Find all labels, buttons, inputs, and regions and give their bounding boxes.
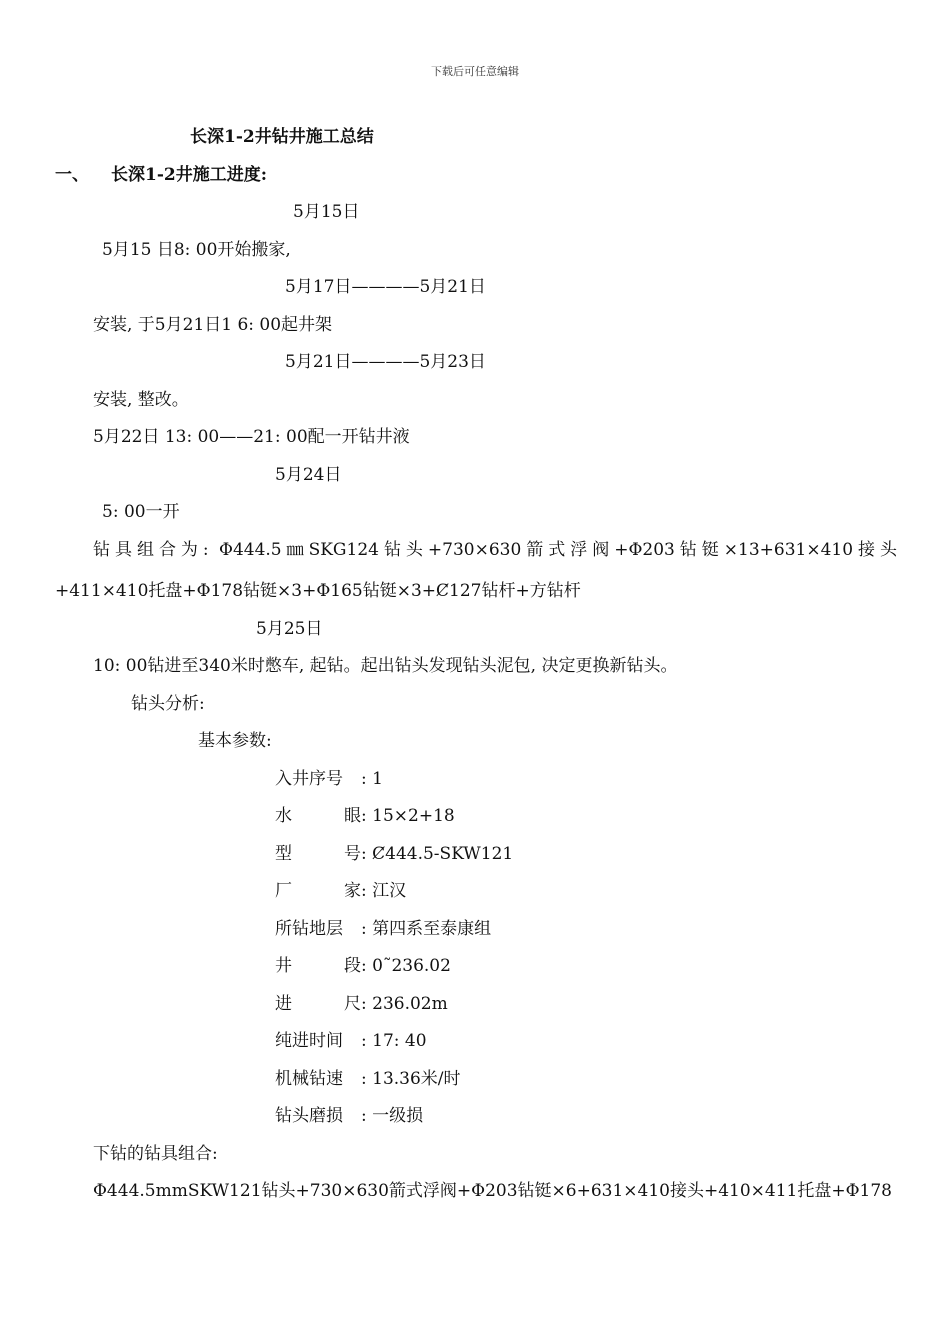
param-row bbox=[275, 1105, 423, 1127]
param-value: : 一级损 bbox=[361, 1106, 424, 1126]
run-in-bha-line: Φ444.5mmSKW121钻头+730×630箭式浮阀+Φ203钻铤×6+631×410接头+410×411托盘+Φ178 bbox=[93, 1181, 892, 1201]
param-key: 进尺 bbox=[275, 994, 361, 1014]
param-value: : 15×2+18 bbox=[361, 806, 455, 826]
date-heading: 5月25日 bbox=[256, 619, 323, 639]
basic-params-heading: 基本参数: bbox=[198, 731, 272, 751]
param-key: 机械钻速 bbox=[275, 1069, 343, 1089]
progress-line: 5月15 日8: 00开始搬家, bbox=[102, 240, 291, 260]
bit-analysis-heading: 钻头分析: bbox=[131, 694, 205, 714]
date-heading: 5月15日 bbox=[293, 202, 360, 222]
param-key: 水眼 bbox=[275, 806, 361, 826]
run-in-heading: 下钻的钻具组合: bbox=[93, 1144, 218, 1164]
param-row bbox=[275, 768, 383, 790]
param-value: : 1 bbox=[361, 769, 383, 789]
param-key: 所钻地层 bbox=[275, 919, 343, 939]
param-row bbox=[275, 880, 406, 902]
progress-line: 5月22日 13: 00——21: 00配一开钻井液 bbox=[93, 427, 410, 447]
section-number: 一、 bbox=[55, 165, 89, 185]
document-title: 长深1-2井钻井施工总结 bbox=[190, 127, 374, 147]
section-title: 长深1-2井施工进度: bbox=[111, 165, 267, 185]
section-heading bbox=[55, 164, 267, 186]
param-row bbox=[275, 843, 513, 865]
param-row bbox=[275, 1068, 461, 1090]
param-key: 厂家 bbox=[275, 881, 361, 901]
param-row bbox=[275, 955, 451, 977]
param-key: 型号 bbox=[275, 844, 361, 864]
param-key: 钻头磨损 bbox=[275, 1106, 343, 1126]
param-value: : 0˜236.02 bbox=[361, 956, 451, 976]
param-key: 入井序号 bbox=[275, 769, 343, 789]
param-row bbox=[275, 805, 455, 827]
param-key: 井段 bbox=[275, 956, 361, 976]
param-key: 纯进时间 bbox=[275, 1031, 343, 1051]
param-value: : 236.02m bbox=[361, 994, 448, 1014]
param-row bbox=[275, 1030, 427, 1052]
progress-line: 安装, 整改。 bbox=[93, 390, 189, 410]
date-range-heading: 5月21日————5月23日 bbox=[285, 352, 486, 372]
bha-description: 钻具组合为: Φ444.5㎜SKG124钻头+730×630箭式浮阀+Φ203钻铤×13+631×410接头 bbox=[93, 540, 897, 560]
param-row bbox=[275, 918, 491, 940]
param-value: : Ȼ444.5-SKW121 bbox=[361, 844, 514, 864]
param-value: : 第四系至泰康组 bbox=[361, 919, 492, 939]
date-heading: 5月24日 bbox=[275, 465, 342, 485]
progress-line: 5: 00一开 bbox=[102, 502, 180, 522]
date-range-heading: 5月17日————5月21日 bbox=[285, 277, 486, 297]
param-value: : 17: 40 bbox=[361, 1031, 427, 1051]
header-note: 下载后可任意编辑 bbox=[431, 65, 519, 78]
progress-line: 10: 00钻进至340米时憋车, 起钻。起出钻头发现钻头泥包, 决定更换新钻头。 bbox=[93, 656, 678, 676]
progress-line: 安装, 于5月21日1 6: 00起井架 bbox=[93, 315, 333, 335]
param-row bbox=[275, 993, 448, 1015]
param-value: : 江汉 bbox=[361, 881, 407, 901]
param-value: : 13.36米/时 bbox=[361, 1069, 461, 1089]
bha-description-continued: +411×410托盘+Φ178钻铤×3+Φ165钻铤×3+Ȼ127钻杆+方钻杆 bbox=[55, 581, 581, 601]
